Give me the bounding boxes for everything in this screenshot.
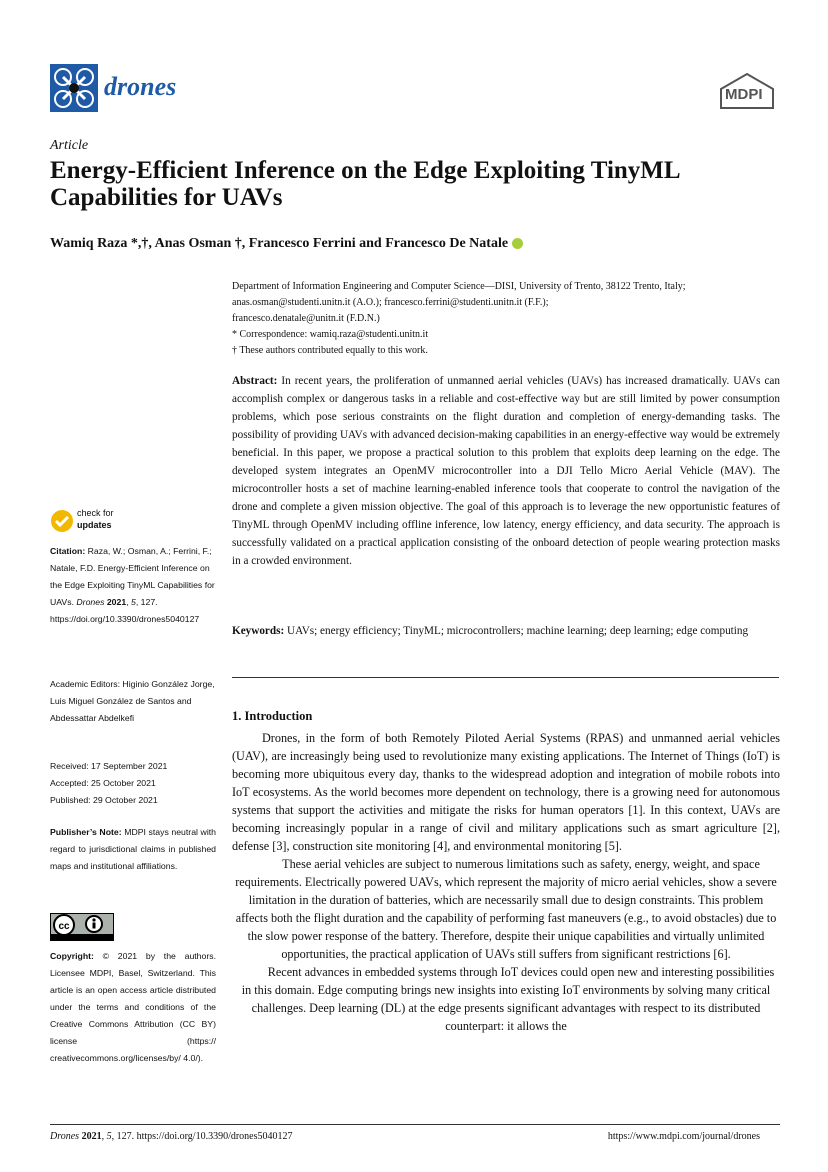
dates xyxy=(50,758,216,809)
drone-logo-icon xyxy=(50,64,98,112)
svg-text:cc: cc xyxy=(58,921,70,932)
footer-year: 2021 xyxy=(81,1131,102,1142)
abstract-label: Abstract: xyxy=(232,375,278,387)
citation-year: 2021 xyxy=(106,597,127,607)
publisher-name: MDPI xyxy=(725,86,763,103)
citation-label: Citation: xyxy=(50,546,86,556)
publisher-note-text: MDPI stays neutral with regard to jurisdictional claims in published maps and institutional affiliations. xyxy=(50,827,216,871)
footer-journal-url[interactable]: https://www.mdpi.com/journal/drones xyxy=(607,1131,760,1142)
affiliation-emails-2: francesco.denatale@unitn.it (F.D.N.) xyxy=(232,313,380,324)
equal-contribution-note: † These authors contributed equally to this work. xyxy=(232,345,428,356)
citation-block: Citation: Raza, W.; Osman, A.; Ferrini, F.; Natale, F.D. Energy-Efficient Inference on the Edge Exploiting TinyML Capabilities for UAVs. Drones 2021, 5, 127. https://doi.org/10.3390/drones5040127 xyxy=(50,546,215,624)
paper-title: Energy-Efficient Inference on the Edge Exploiting TinyML Capabilities for UAVs xyxy=(50,157,680,211)
keywords-text: UAVs; energy efficiency; TinyML; microcontrollers; machine learning; deep learning; edge computing xyxy=(287,625,749,637)
keywords-label: Keywords: xyxy=(232,625,285,637)
authors-text: Wamiq Raza *,†, Anas Osman †, Francesco Ferrini and Francesco De Natale xyxy=(50,236,509,251)
abstract-text: In recent years, the proliferation of unmanned aerial vehicles (UAVs) has increased dramatically. UAVs can accomplish complex or dangerous tasks in a reliable and cost-effective way but are still limited by power consumption problems, which pose serious constraints on the flight duration and completion of energy-demanding tasks. The possibility of providing UAVs with advanced decision-making capabilities in an energy-effective way would be extremely beneficial. In this paper, we propose a practical solution to this problem that exploits deep learning on the edge. The developed system integrates an OpenMV microcontroller into a DJI Tello Micro Aerial Vehicle (MAV). The microcontroller hosts a set of machine learning-enabled inference tools that cooperate to control the navigation of the drone and complete a given mission objective. The goal of this approach is to leverage the new opportunistic features of TinyML through OpenMV including offline inference, low latency, energy efficiency, and data security. The approach is successfully validated on a practical application consisting of the onboard detection of people wearing protection masks in a crowded environment. xyxy=(232,375,780,567)
journal-logo xyxy=(50,64,98,112)
affiliations xyxy=(232,279,792,359)
citation-volume: 5 xyxy=(131,597,136,607)
affiliation-emails: anas.osman@studenti.unitn.it (A.O.); francesco.ferrini@studenti.unitn.it (F.F.); xyxy=(232,297,549,308)
footer-volume: 5 xyxy=(106,1131,112,1142)
abstract xyxy=(232,372,780,570)
orcid-icon[interactable] xyxy=(512,238,523,249)
correspondence: * Correspondence: wamiq.raza@studenti.unitn.it xyxy=(232,329,429,340)
citation-journal: Drones xyxy=(76,597,105,607)
author-list xyxy=(50,236,523,252)
copyright-label: Copyright: xyxy=(50,951,94,961)
academic-editors: Academic Editors: Higinio González Jorge, Luis Miguel González de Santos and Abdessattar Abdelkefi xyxy=(50,679,215,723)
affiliation-line: Department of Information Engineering and Computer Science—DISI, University of Trento, 38122 Trento, Italy; xyxy=(232,281,686,292)
footer-doi[interactable]: , 127. https://doi.org/10.3390/drones5040127 xyxy=(111,1131,293,1142)
section-divider xyxy=(232,677,779,678)
intro-paragraph-1: Drones, in the form of both Remotely Piloted Aerial Systems (RPAS) and unmanned aerial vehicles (UAV), are increasingly being used to revolutionize many existing applications. The Internet of Things (IoT) is becoming more ubiquitous every day, thanks to the widespread adoption and integration of mobile robots into IoT ecosystems. As the world becomes more dependent on technology, there is a growing need for autonomous systems that support the activities and mitigate the risks for human operators [1]. In this context, UAVs are becoming increasingly popular in a range of civil and military applications such as smart agriculture [2], defense [3], construction site monitoring [4], and environmental monitoring [5]. xyxy=(232,731,780,853)
intro-paragraph-2: These aerial vehicles are subject to numerous limitations such as safety, energy, weight, and space requirements. Electrically powered UAVs, which represent the majority of micro aerial vehicles, show a severe limitation in the duration of batteries, which are necessarily small due to design constraints. This problem affects both the flight duration and the capability of performing fast maneuvers (e.g., to avoid obstacles) due to the slow power response of the battery. Therefore, despite their unique capabilities and virtually unlimited opportunities, the practical application of UAVs still suffers from significant restrictions [6]. xyxy=(235,857,777,961)
publisher-logo xyxy=(718,72,776,110)
received-date: Received: 17 September 2021 xyxy=(50,761,168,771)
article-type: Article xyxy=(50,138,89,153)
footer-citation: Drones 2021, 5, 127. https://doi.org/10.3390/drones5040127 xyxy=(50,1131,293,1142)
citation-doi[interactable]: , 127. https://doi.org/10.3390/drones5040127 xyxy=(50,597,200,624)
cc-by-icon xyxy=(50,913,114,941)
journal-name: drones xyxy=(104,72,177,101)
footer-divider xyxy=(50,1124,780,1125)
intro-paragraph-3: Recent advances in embedded systems through IoT devices could open new and interesting possibilities in this domain. Edge computing brings new insights into existing IoT environments by solving many critical challenges. Deep learning (DL) at the edge presents significant advantages with respect to its distributed counterpart: it allows the xyxy=(241,965,775,1033)
publisher-note-label: Publisher’s Note: xyxy=(50,827,122,837)
check-updates-badge[interactable] xyxy=(50,507,170,535)
section-heading: 1. Introduction xyxy=(232,709,313,723)
footer-journal: Drones xyxy=(50,1131,80,1142)
citation-text: Raza, W.; Osman, A.; Ferrini, F.; Natale, F.D. Energy-Efficient Inference on the Edge Exploiting TinyML Capabilities for UAVs. xyxy=(50,546,215,607)
copyright xyxy=(50,948,216,1067)
check-updates-label: check for updates xyxy=(77,508,114,530)
cc-by-license-badge[interactable] xyxy=(50,913,114,941)
intro-body xyxy=(232,729,780,1035)
published-date: Published: 29 October 2021 xyxy=(50,795,158,805)
check-updates-icon xyxy=(50,509,74,533)
keywords xyxy=(232,622,780,640)
copyright-text: © 2021 by the authors. Licensee MDPI, Basel, Switzerland. This article is an open access article distributed under the terms and conditions of the Creative Commons Attribution (CC BY) license (https:// creativecommons.org/licenses/by/ 4.0/). xyxy=(50,951,216,1063)
publisher-note xyxy=(50,824,216,875)
accepted-date: Accepted: 25 October 2021 xyxy=(50,778,156,788)
